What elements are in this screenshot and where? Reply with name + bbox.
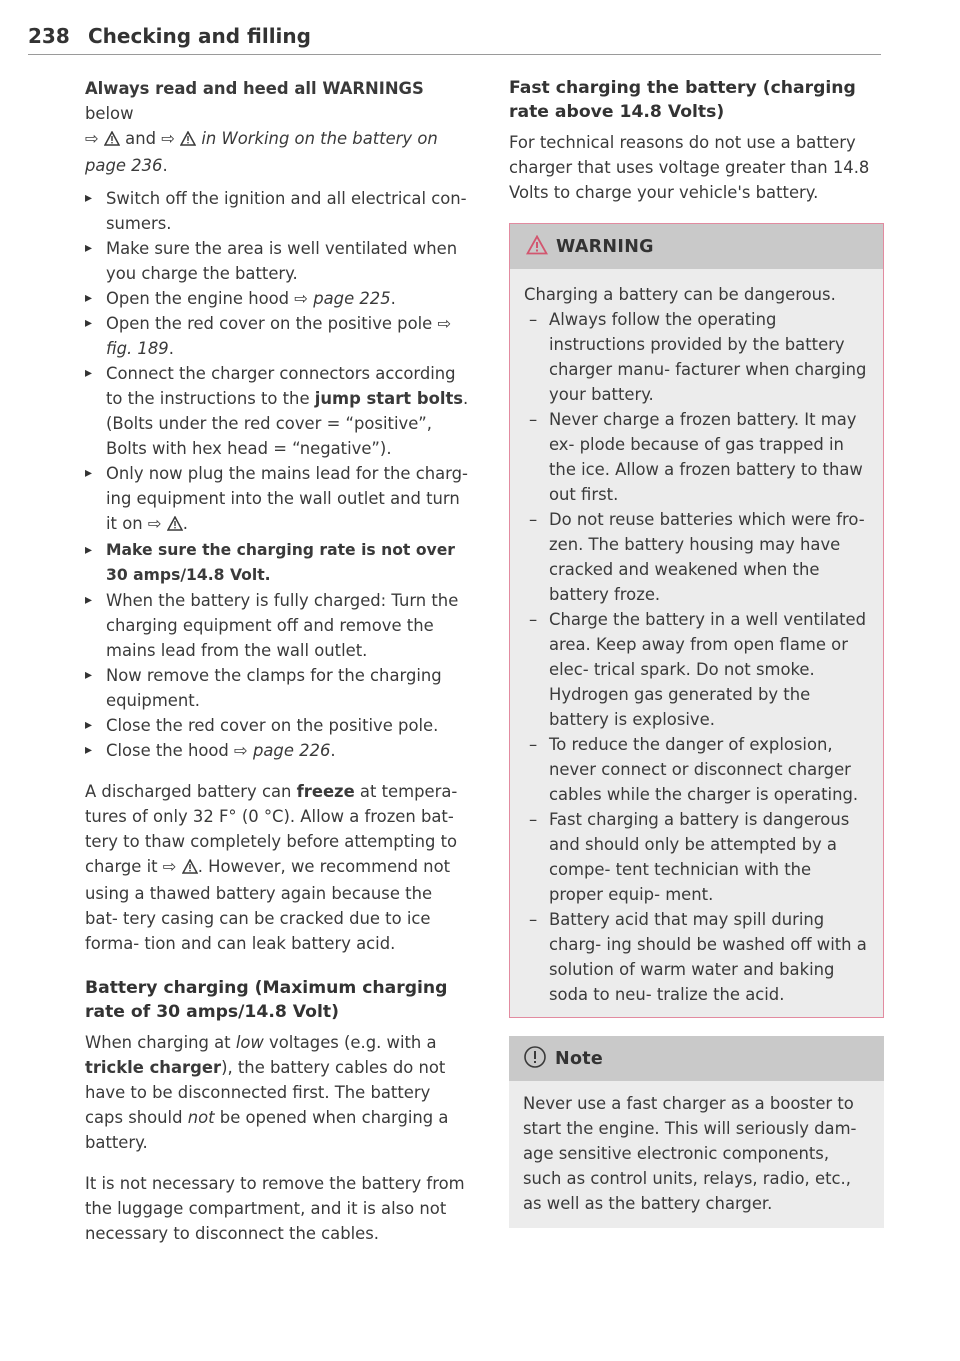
step-item: ▸ Switch off the ignition and all electrical con- sumers. [85, 186, 470, 236]
warning-item: – Battery acid that may spill during charg- ing should be washed off with a solution of warm water and baking soda to neu- tralize the acid. [524, 907, 869, 1007]
step-item [85, 461, 470, 538]
step-text: Open the red cover on the positive pole [106, 314, 438, 333]
intro-paragraph [85, 76, 470, 178]
warning-title: WARNING [556, 236, 654, 257]
low-voltage-paragraph [85, 1030, 470, 1155]
step-item: ▸ Now remove the clamps for the charging equipment. [85, 663, 470, 713]
step-item [85, 286, 470, 311]
cables-paragraph: It is not necessary to remove the battery from the luggage compartment, and it is also not necessary to disconnect the cables. [85, 1174, 465, 1243]
step-text: . [330, 741, 336, 760]
warning-box [509, 223, 884, 1018]
warning-body [510, 269, 883, 1017]
para-text: be opened when charging a battery. [85, 1108, 449, 1152]
freeze-paragraph [85, 779, 470, 956]
freeze-term: freeze [296, 782, 355, 801]
para-text: ), the battery cables do not have to be disconnected first. The battery caps should [85, 1058, 446, 1127]
warning-list [524, 307, 869, 1007]
step-text: Connect the charger connectors according to the instructions to the [106, 364, 456, 408]
step-text: . [390, 289, 396, 308]
fast-charging-heading: Fast charging the battery (charging rate above 14.8 Volts) [509, 78, 856, 122]
page-header [28, 22, 881, 55]
para-text: at tempera- tures of only 32 F° (0 °C). Allow a frozen bat- tery to thaw completely before attempting to charge it [85, 782, 458, 876]
para-text: A discharged battery can [85, 782, 297, 801]
right-column [509, 76, 884, 1228]
warning-item: – Fast charging a battery is dangerous and should only be attempted by a compe- tent technician with the proper equip- ment. [524, 807, 869, 907]
intro-text: and [119, 129, 162, 148]
step-text: Close the hood [106, 741, 235, 760]
warning-item: – Always follow the operating instructions provided by the battery charger manu- facturer when charging your battery. [524, 307, 869, 407]
warning-item: – Do not reuse batteries which were fro- zen. The battery housing may have cracked and weakened when the battery froze. [524, 507, 869, 607]
note-header [509, 1036, 884, 1081]
step-item: ▸ Make sure the area is well ventilated when you charge the battery. [85, 236, 470, 286]
note-circle-icon [523, 1045, 547, 1073]
trickle-charger-term: trickle charger [85, 1058, 222, 1077]
warning-item: – To reduce the danger of explosion, never connect or disconnect charger cables while the charger is operating. [524, 732, 869, 807]
step-item [85, 311, 470, 361]
jump-start-bolts-term: jump start bolts [314, 389, 464, 408]
step-item-emphasis: ▸ Make sure the charging rate is not over 30 amps/14.8 Volt. [85, 538, 470, 588]
note-box [509, 1036, 884, 1228]
step-item: ▸ When the battery is fully charged: Turn the charging equipment off and remove the mains lead from the wall outlet. [85, 588, 470, 663]
figure-reference-link[interactable]: ⇨ fig. 189 [106, 314, 452, 358]
not-term: not [187, 1108, 215, 1127]
intro-text: . [162, 156, 168, 175]
low-term: low [235, 1033, 264, 1052]
section-title: Checking and filling [88, 24, 311, 48]
step-text: Only now plug the mains lead for the charg- ing equipment into the wall outlet and turn it on [106, 464, 468, 533]
left-column [85, 76, 470, 1246]
warning-triangle-icon [526, 235, 548, 259]
page-reference-link[interactable]: ⇨ page 225 [294, 289, 391, 308]
intro-reference[interactable]: in Working on the battery on page 236 [85, 129, 438, 175]
ref-arrow: ⇨ [85, 129, 104, 148]
warning-header [510, 224, 883, 269]
step-item [85, 361, 470, 461]
warning-item: – Never charge a frozen battery. It may ex- plode because of gas trapped in the ice. Allow a frozen battery to thaw out first. [524, 407, 869, 507]
ref-arrow: ⇨ [161, 129, 181, 148]
step-text: . [168, 339, 174, 358]
warning-intro: Charging a battery can be dangerous. [524, 285, 836, 304]
note-text: Never use a fast charger as a booster to start the engine. This will seriously dam- age sensitive electronic components, such as control units, relays, radio, etc., as well as the battery charger. [523, 1094, 857, 1213]
ref-arrow: ⇨ [162, 857, 182, 876]
step-item: ▸ Close the red cover on the positive pole. [85, 713, 470, 738]
warning-triangle-icon[interactable] [104, 128, 120, 153]
warning-triangle-icon[interactable] [182, 856, 198, 881]
note-body [509, 1081, 884, 1228]
para-text: When charging at [85, 1033, 236, 1052]
warning-triangle-icon[interactable] [180, 128, 196, 153]
step-text: . (Bolts under the red cover = “positive”, Bolts with hex head = “negative”). [106, 389, 469, 458]
step-text: Open the engine hood [106, 289, 295, 308]
charging-steps [85, 186, 470, 763]
para-text: voltages (e.g. with a [263, 1033, 437, 1052]
intro-strong: Always read and heed all WARNINGS [85, 79, 424, 98]
page-reference-link[interactable]: ⇨ page 226 [234, 741, 331, 760]
warning-triangle-icon[interactable] [167, 513, 183, 538]
para-text: . However, we recommend not using a thawed battery again because the bat- tery casing can be cracked due to ice forma- tion and can leak battery acid. [85, 857, 451, 953]
step-item [85, 738, 470, 763]
fast-charging-paragraph: For technical reasons do not use a battery charger that uses voltage greater than 14.8 Volts to charge your vehicle's battery. [509, 133, 870, 202]
step-text: . [182, 514, 188, 533]
note-title: Note [555, 1048, 604, 1069]
ref-arrow: ⇨ [147, 514, 167, 533]
warning-item: – Charge the battery in a well ventilated area. Keep away from open flame or elec- trical spark. Do not smoke. Hydrogen gas generated by the battery is explosive. [524, 607, 869, 732]
page-number: 238 [28, 24, 70, 48]
intro-text: below [85, 104, 134, 123]
battery-charging-heading: Battery charging (Maximum charging rate of 30 amps/14.8 Volt) [85, 978, 448, 1022]
